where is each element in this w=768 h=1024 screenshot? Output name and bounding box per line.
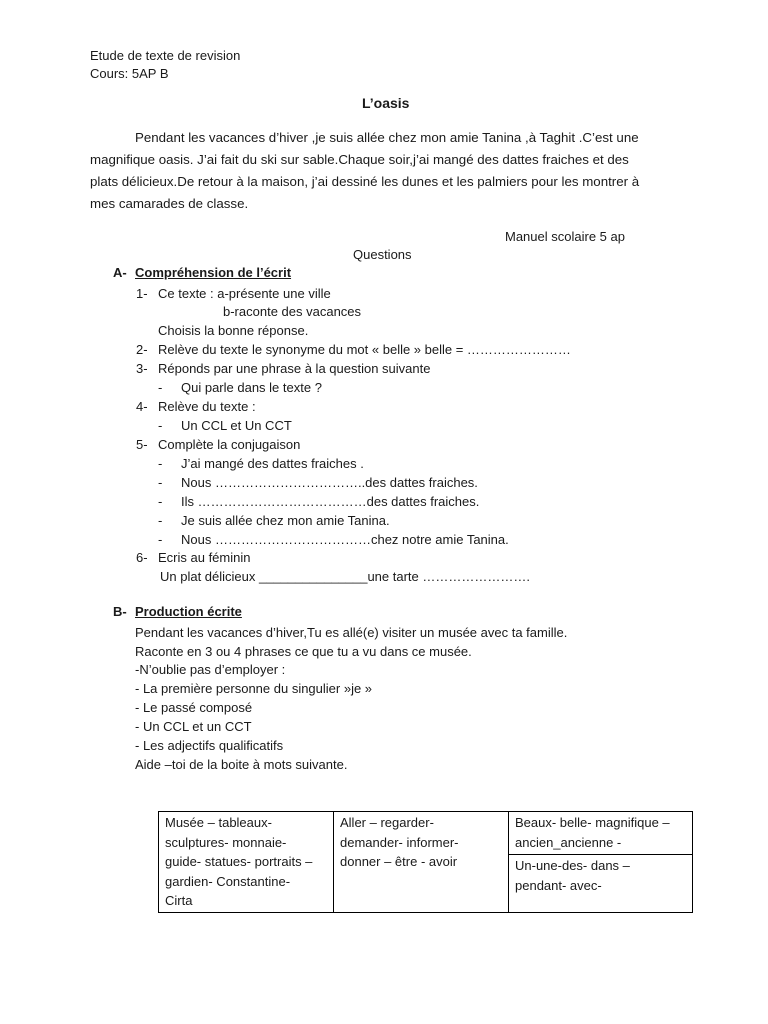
- list-dash: -: [158, 513, 163, 528]
- list-dash: -: [158, 494, 163, 509]
- course-heading: Etude de texte de revision: [90, 48, 241, 63]
- conjugation-item: Je suis allée chez mon amie Tanina.: [181, 513, 390, 528]
- question-6-sub: Un plat délicieux _______________une tarte …………………….: [160, 569, 530, 584]
- word-box-table: [158, 811, 693, 913]
- question-number: 6-: [136, 550, 148, 565]
- production-line: Raconte en 3 ou 4 phrases ce que tu a vu dans ce musée.: [135, 644, 472, 659]
- word-box-line: Beaux- belle- magnifique –: [515, 815, 670, 830]
- reading-passage: [90, 127, 690, 215]
- question-number: 4-: [136, 399, 148, 414]
- passage-line: mes camarades de classe.: [90, 196, 249, 211]
- word-box-line: Cirta: [165, 893, 193, 908]
- word-box-line: Musée – tableaux-: [165, 815, 272, 830]
- list-dash: -: [158, 475, 163, 490]
- production-line: Aide –toi de la boite à mots suivante.: [135, 757, 348, 772]
- word-box-line: sculptures- monnaie-: [165, 834, 287, 850]
- question-4: Relève du texte :: [158, 399, 256, 414]
- section-a-letter: A-: [113, 265, 127, 280]
- section-b-title: Production écrite: [135, 604, 242, 619]
- word-box-articles: [509, 855, 693, 913]
- word-box-line: demander- informer-: [340, 834, 459, 850]
- question-1-option-b: b-raconte des vacances: [223, 304, 362, 319]
- word-box-line: ancien_ancienne -: [515, 834, 622, 850]
- production-line: - Le passé composé: [135, 700, 253, 715]
- question-3-sub: Qui parle dans le texte ?: [181, 380, 322, 395]
- production-line: - Les adjectifs qualificatifs: [135, 738, 284, 753]
- list-dash: -: [158, 418, 163, 433]
- conjugation-item: Nous ………………………………chez notre amie Tanina.: [181, 532, 509, 547]
- question-1: Ce texte : a-présente une ville: [158, 286, 331, 301]
- questions-heading: Questions: [353, 247, 412, 262]
- list-dash: -: [158, 532, 163, 547]
- course-class: Cours: 5AP B: [90, 66, 169, 81]
- word-box-line: donner – être - avoir: [340, 854, 458, 869]
- list-dash: -: [158, 380, 163, 395]
- word-box-line: Aller – regarder-: [340, 815, 434, 830]
- passage-source: Manuel scolaire 5 ap: [505, 229, 625, 244]
- production-line: - Un CCL et un CCT: [135, 719, 252, 734]
- production-line: -N’oublie pas d’employer :: [135, 662, 286, 677]
- section-b-letter: B-: [113, 604, 127, 619]
- list-dash: -: [158, 456, 163, 471]
- section-a-title: Compréhension de l’écrit: [135, 265, 292, 280]
- question-1-instruction: Choisis la bonne réponse.: [158, 323, 309, 338]
- word-box-line: guide- statues- portraits –: [165, 854, 313, 869]
- production-line: - La première personne du singulier »je »: [135, 681, 373, 696]
- question-number: 2-: [136, 342, 148, 357]
- question-6: Ecris au féminin: [158, 550, 251, 565]
- passage-line: plats délicieux.De retour à la maison, j’ai dessiné les dunes et les palmiers pour les montrer à: [90, 174, 640, 189]
- conjugation-item: Nous ……………………………..des dattes fraiches.: [181, 475, 478, 490]
- question-4-sub: Un CCL et Un CCT: [181, 418, 292, 433]
- question-number: 5-: [136, 437, 148, 452]
- production-line: Pendant les vacances d’hiver,Tu es allé(e) visiter un musée avec ta famille.: [135, 625, 568, 640]
- passage-line: magnifique oasis. J’ai fait du ski sur sable.Chaque soir,j’ai mangé des dattes fraiches et des: [90, 152, 629, 167]
- word-box-nouns: [159, 812, 334, 913]
- question-2: Relève du texte le synonyme du mot « belle » belle = ……………………: [158, 342, 571, 357]
- conjugation-item: Ils …………………………………des dattes fraiches.: [181, 494, 480, 509]
- text-title: L’oasis: [362, 95, 410, 111]
- passage-line: Pendant les vacances d’hiver ,je suis allée chez mon amie Tanina ,à Taghit .C’est une: [135, 130, 639, 145]
- question-number: 1-: [136, 286, 148, 301]
- question-5: Complète la conjugaison: [158, 437, 301, 452]
- question-number: 3-: [136, 361, 148, 376]
- question-3: Réponds par une phrase à la question suivante: [158, 361, 431, 376]
- word-box-line: gardien- Constantine-: [165, 873, 291, 889]
- word-box-line: Un-une-des- dans –: [515, 858, 630, 873]
- word-box-adjectives: [509, 812, 693, 855]
- word-box-verbs: [334, 812, 509, 913]
- word-box-line: pendant- avec-: [515, 877, 602, 893]
- conjugation-item: J’ai mangé des dattes fraiches .: [181, 456, 364, 471]
